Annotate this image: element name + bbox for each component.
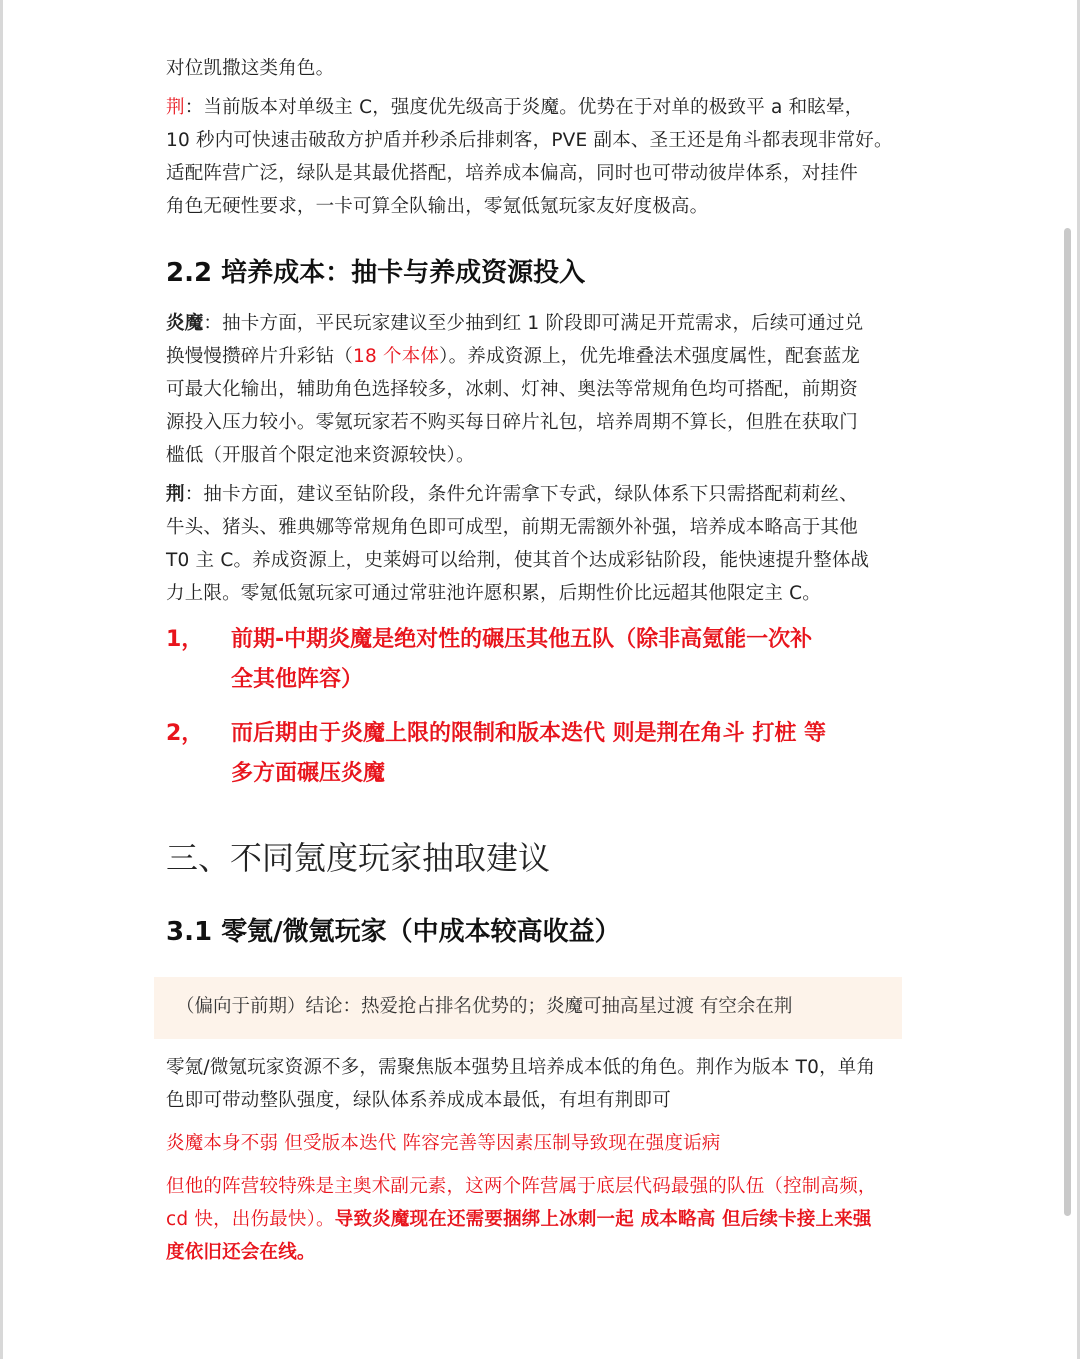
paragraph-yanmo-note: 炎魔本身不弱 但受版本迭代 阵容完善等因素压制导致现在强度诟病 <box>166 1133 721 1154</box>
list-number: 2， <box>166 721 204 746</box>
jing-label: 荆 <box>166 97 185 118</box>
heading-2-2: 2.2 培养成本：抽卡与养成资源投入 <box>166 258 586 288</box>
list-item: 1， 前期-中期炎魔是绝对性的碾压其他五队（除非高氪能一次补 全其他阵容） <box>166 620 936 700</box>
paragraph-faction-note: 但他的阵营较特殊是主奥术副元素，这两个阵营属于底层代码最强的队伍（控制高频， cd 快，出伤最快）。导致炎魔现在还需要捆绑上冰刺一起 成本略高 但后续卡接上来强 度依旧还会在线。 <box>166 1176 877 1263</box>
callout-text: （偏向于前期）结论：热爱抢占排名优势的；炎魔可抽高星过渡 有空余在荆 <box>176 996 793 1017</box>
paragraph-jing-summary: 荆：当前版本对单级主 C，强度优先级高于炎魔。优势在于对单的极致平 a 和眩晕， 10 秒内可快速击破敌方护盾并秒杀后排刺客，PVE 副本、圣王还是角斗都表现非常好。 适配阵营广泛，绿队是其最优搭配，培养成本偏高，同时也可带动彼岸体系，对挂件 角色无硬性要求，一卡可算全队输出，零氪低氪玩家友好度极高。 <box>166 97 893 217</box>
paragraph-zero-pay: 零氪/微氪玩家资源不多，需聚焦版本强势且培养成本低的角色。荆作为版本 T0，单角 色即可带动整队强度，绿队体系养成成本最低，有坦有荆即可 <box>166 1057 876 1111</box>
list-number: 1， <box>166 627 204 652</box>
scrollbar-thumb[interactable] <box>1064 228 1071 1216</box>
highlight-18-copies: 18 个本体 <box>353 346 440 367</box>
paragraph-intro: 对位凯撒这类角色。 <box>166 58 335 79</box>
jing-label-bold: 荆 <box>166 484 185 505</box>
list-item: 2， 而后期由于炎魔上限的限制和版本迭代 则是荆在角斗 打桩 等 多方面碾压炎魔 <box>166 714 936 794</box>
heading-3-1: 3.1 零氪/微氪玩家（中成本较高收益） <box>166 917 621 947</box>
heading-section-3: 三、不同氪度玩家抽取建议 <box>166 839 551 877</box>
page-edge-left <box>0 0 3 1359</box>
document-body <box>166 52 936 1279</box>
paragraph-jing-cost: 荆：抽卡方面，建议至钻阶段，条件允许需拿下专武，绿队体系下只需搭配莉莉丝、 牛头、猪头、雅典娜等常规角色即可成型，前期无需额外补强，培养成本略高于其他 T0 主 C。养成资源上，史莱姆可以给荆，使其首个达成彩钻阶段，能快速提升整体战 力上限。零氪低氪玩家可通过常驻池许愿积累，后期性价比远超其他限定主 C。 <box>166 484 870 604</box>
paragraph-yanmo-cost: 炎魔：抽卡方面，平民玩家建议至少抽到红 1 阶段即可满足开荒需求，后续可通过兑 换慢慢攒碎片升彩钻（18 个本体）。养成资源上，优先堆叠法术强度属性，配套蓝龙 可最大化输出，辅助角色选择较多，冰刺、灯神、奥法等常规角色均可搭配，前期资 源投入压力较小。零氪玩家若不购买每日碎片礼包，培养周期不算长，但胜在获取门 槛低（开服首个限定池来资源较快）。 <box>166 313 864 466</box>
yanmo-label: 炎魔 <box>166 313 204 334</box>
